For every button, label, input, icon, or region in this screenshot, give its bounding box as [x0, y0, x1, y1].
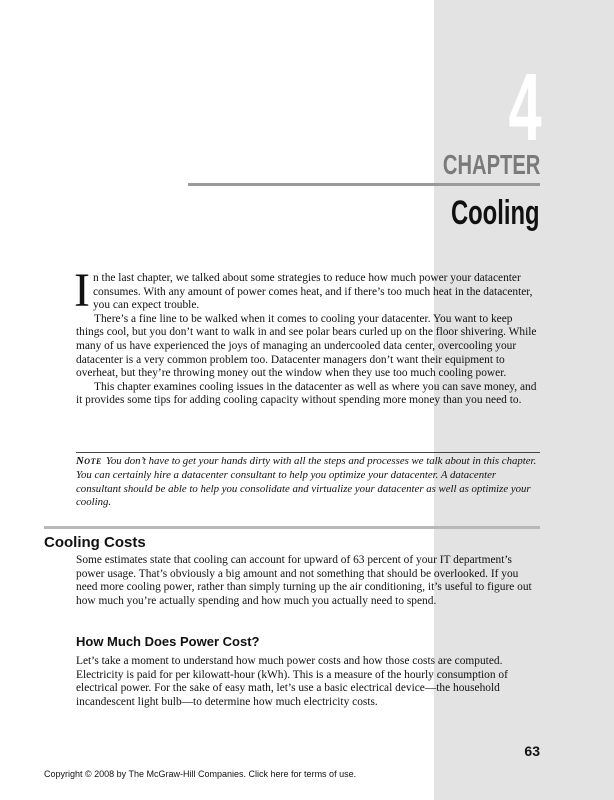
chapter-number: 4	[508, 54, 540, 161]
intro-text	[74, 264, 540, 408]
section-paragraph: Some estimates state that cooling can account for upward of 63 percent of your IT department’s power usage. That’s obviously a big amount and not something that should be overlooked. If you need more cooling power, rather than simply turning up the air conditioning, it’s useful to figure out how much you’re actually spending and how much you actually need to spend.	[76, 554, 532, 607]
section-heading: Cooling Costs	[44, 534, 146, 551]
chapter-title: Cooling	[451, 194, 540, 232]
intro-paragraph-2: There’s a fine line to be walked when it comes to cooling your datacenter. You want to keep things cool, but you don’t want to walk in and see polar bears curled up on the floor shivering. While many of us have experienced the joys of managing an undercooled data center, overcooling your datacenter is a very common problem too. Datacenter managers don’t want their equipment to overheat, but they’re throwing money out the window when they use too much cooling power.	[76, 312, 537, 380]
note-top-rule	[76, 452, 540, 453]
intro-paragraph-3: This chapter examines cooling issues in the datacenter as well as where you can save money, and it provides some tips for adding cooling capacity without spending more money than you need to.	[76, 380, 537, 407]
intro-paragraph-1-text: n the last chapter, we talked about some strategies to reduce how much power your datacenter consumes. With any amount of power comes heat, and if there’s too much heat in the datacenter, you can expect trouble.	[92, 272, 533, 312]
subsection-heading: How Much Does Power Cost?	[76, 634, 260, 649]
subsection-paragraph: Let’s take a moment to understand how much power costs and how those costs are computed. Electricity is paid for per kilowatt-hour (kWh). This is a measure of the hourly consumption of electrical power. For the sake of easy math, let’s use a basic electrical device—the household incandescent light bulb—to determine how much electricity costs.	[76, 655, 508, 708]
note-box	[76, 455, 540, 510]
drop-cap: I	[74, 264, 90, 317]
note-text: You don’t have to get your hands dirty with all the steps and processes we talk about in this chapter. You can certainly hire a datacenter consultant to help you optimize your datacenter. A datacenter consultant should be able to help you consolidate and virtualize your datacenter as well as optimize your cooling.	[76, 455, 537, 509]
page-number: 63	[524, 743, 540, 759]
copyright-link[interactable]: Copyright © 2008 by The McGraw-Hill Companies. Click here for terms of use.	[44, 769, 357, 779]
note-label: Note	[76, 455, 102, 467]
chapter-divider	[188, 183, 540, 186]
chapter-label: CHAPTER	[442, 149, 540, 180]
section-divider	[44, 526, 540, 529]
intro-paragraph-1	[74, 264, 540, 317]
